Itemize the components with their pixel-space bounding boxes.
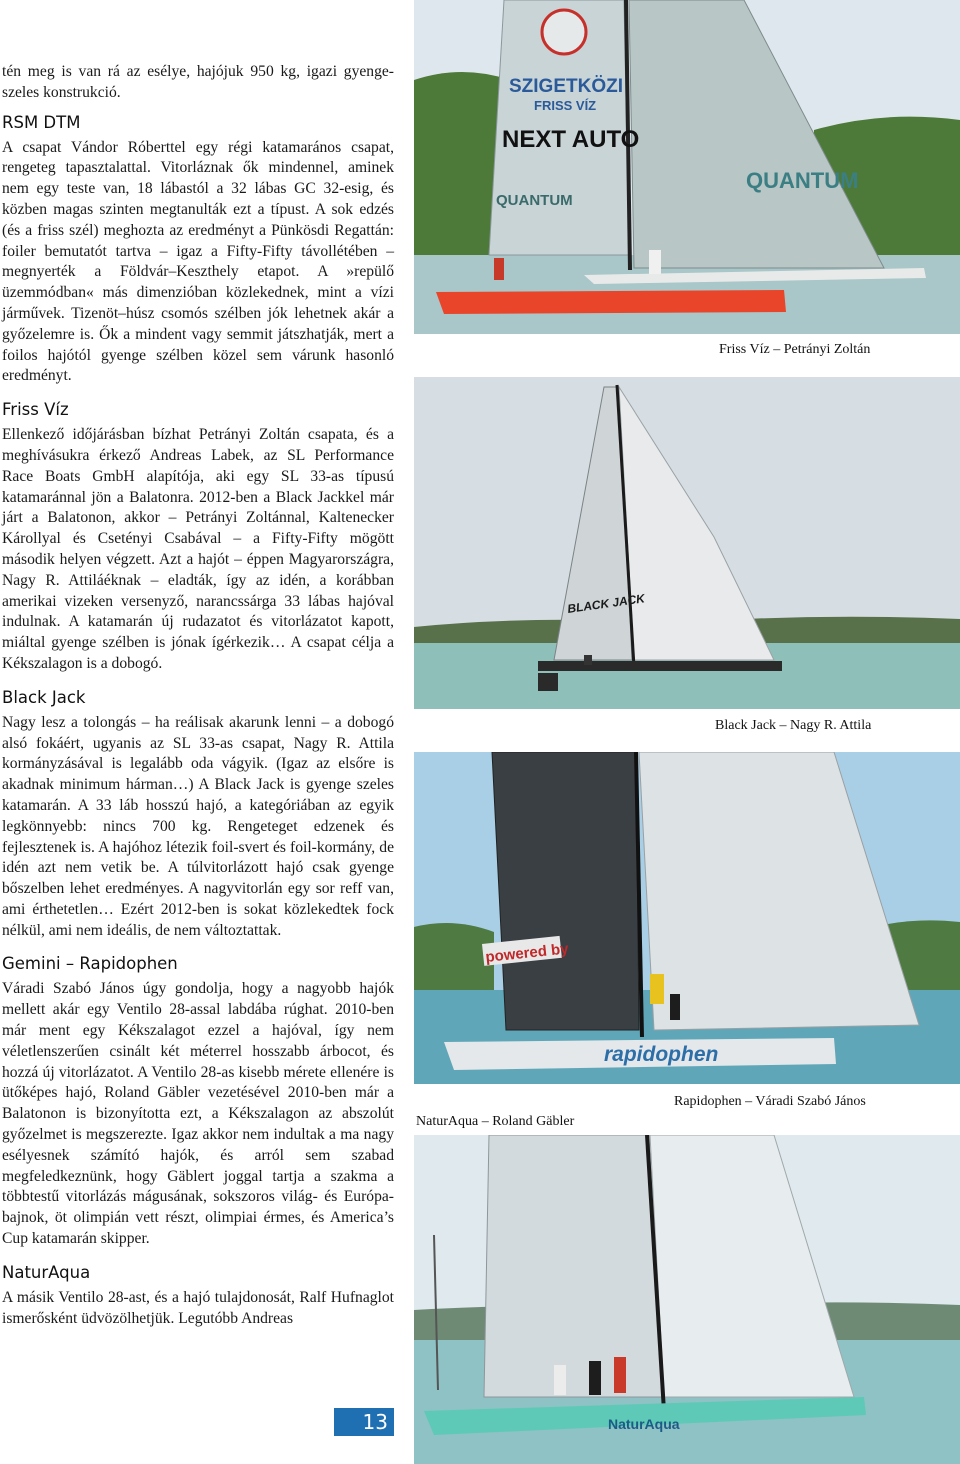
rapidophen-catamaran-image bbox=[414, 752, 960, 1084]
crew bbox=[494, 258, 504, 280]
caption-rapidophen: Rapidophen – Váradi Szabó János bbox=[674, 1094, 866, 1109]
sail-text-naturaqua: NaturAqua bbox=[608, 1416, 680, 1432]
paragraph-gemini-rapidophen: Váradi Szabó János úgy gondolja, hogy a nagyobb hajók mellett akár egy Ventilo 28-assal labdába rúghat. 2010-ben már ment egy Kékszalagot ezzel a hajóval, így nem véletlenszerűen csinált két méterrel hosszabb árbocot, és hozzá új vitorlázatot. A Ventilo 28-as kisebb mérete ellenére is ütőképes hajó, Roland Gäbler vezetésével 2010-ben már a Balatonon is bizonyította ezt, a Kékszalagon az abszolút győzelmet is megszerezte. Igaz akkor nem indultak a ma nagy esélyesnek számító hajók, és arról sem szabad megfeledkeznünk, hogy Gäblert joggal tartja a szakma a többtestű vitorlázás mágusának, sokszoros világ- és Európa-bajnok, öt olimpián vett részt, olimpiai érmes, és America’s Cup katamarán skipper. bbox=[2, 980, 394, 1248]
sail-text-szigetkozi: SZIGETKÖZI bbox=[509, 76, 623, 97]
crew bbox=[650, 974, 664, 1004]
friss-viz-catamaran-image bbox=[414, 0, 960, 334]
caption-friss-viz: Friss Víz – Petrányi Zoltán bbox=[719, 342, 871, 357]
sail-logo bbox=[542, 10, 586, 54]
paragraph-rsm-dtm: A csapat Vándor Róberttel egy régi katamarános csapat, rengeteg tapasztalattal. Vitorláznak ők mindennel, aminek nem egy teste van, 18 lábastól a 32 lábas GC 32-esig, és közben magas szinten megtanulták ezt a típust. A sok edzés (és a friss szél) meghozta az eredményt a Pünkösdi Regattán: foiler bemutatót tartva – igaz a Fifty-Fifty távollétében – megnyerték a Földvár–Keszthely etapot. A »repülő üzemmódban« más dimenzióban közlekednek, mint a vízi járművek. Tizenöt–húsz csomós szélben jók lehetnek akár a győzelemre is. Ők a mindent vagy semmit játszhatják, mert a foilos hajótól gyenge szélben közel sem várunk hasonló eredményt. bbox=[2, 138, 394, 385]
sail-text-powered-by: powered by bbox=[484, 940, 570, 966]
heading-gemini-rapidophen: Gemini – Rapidophen bbox=[2, 954, 178, 974]
intro-paragraph: tén meg is van rá az esélye, hajójuk 950 kg, igazi gyenge-szeles konstrukció. bbox=[2, 63, 394, 101]
crew bbox=[670, 994, 680, 1020]
sail-text-quantum-jib: QUANTUM bbox=[746, 168, 859, 193]
caption-naturaqua: NaturAqua – Roland Gäbler bbox=[416, 1114, 575, 1129]
crew bbox=[554, 1365, 566, 1395]
crew bbox=[584, 655, 592, 665]
photo-rapidophen bbox=[414, 752, 960, 1084]
hull-bow bbox=[538, 673, 558, 691]
sail-text-quantum-main: QUANTUM bbox=[496, 192, 573, 209]
trees bbox=[414, 923, 494, 992]
sail-text-next-auto: NEXT AUTO bbox=[502, 126, 640, 153]
page-number: 13 bbox=[334, 1408, 394, 1436]
heading-friss-viz: Friss Víz bbox=[2, 400, 69, 420]
crew bbox=[649, 250, 661, 274]
heading-rsm-dtm: RSM DTM bbox=[2, 112, 81, 132]
paragraph-friss-viz: Ellenkező időjárásban bízhat Petrányi Zoltán csapata, és a meghívásukra érkező Andreas Labek, az SL Performance Race Boats GmbH alapítója, aki egy SL 33-as típusú katamaránnal jön a Balatonra. 2012-ben a Black Jackkel már járt a Balatonon, akkor – Petrányi Zoltánnal, Kaltenecker Károllyal és Csetényi Csabával – a Fifty-Fifty mögött második helyen végzett. Azt a hajót – éppen Magyarországra, Nagy R. Attiláéknak – eladták, így az idén, a korábban amerikai vizeken versenyző, narancssárga 33 lábas hajóval indulnak. A katamarán új rudazatot és vitorlázatot kapott, miáltal gyenge szélben is jónak ígérkezik… A csapat célja a Kékszalagon is a dobogó. bbox=[2, 426, 394, 672]
caption-black-jack: Black Jack – Nagy R. Attila bbox=[715, 718, 872, 733]
black-jack-catamaran-image bbox=[414, 377, 960, 709]
photo-friss-viz bbox=[414, 0, 960, 334]
crew bbox=[614, 1357, 626, 1393]
naturaqua-catamaran-image bbox=[414, 1135, 960, 1464]
heading-naturaqua: NaturAqua bbox=[2, 1262, 91, 1282]
hull bbox=[538, 661, 782, 671]
sail-text-rapidophen: rapidophen bbox=[604, 1043, 719, 1066]
photo-naturaqua bbox=[414, 1135, 960, 1464]
paragraph-black-jack: Nagy lesz a tolongás – ha reálisak akarunk lenni – a dobogó alsó fokáért, ugyanis az SL 33-as csapat, Nagy R. Attila kormányzásával is legalább oda vágyik. (Igaz az elsőre is akadnak minimum hárman…) A Black Jack is gyenge szeles katamarán. A 33 láb hosszú hajó, a kategóriában az egyik legkönnyebb: nincs 700 kg. Rengeteget edzenek és fejlesztenek is. A hajóhoz létezik foil-svert és foil-kormány, de idén azt nem vetik be. A túlvitorlázott hajó csak gyenge bőszelben lehet eredményes. A nagyvitorlán egy sor reff van, ami érthetetlen… Ezért 2012-ben is sokat közlekedtek fock nélkül, ami nem ideális, de nem változtattak. bbox=[2, 713, 394, 939]
hull bbox=[436, 290, 786, 314]
photo-black-jack bbox=[414, 377, 960, 709]
paragraph-naturaqua: A másik Ventilo 28-ast, és a hajó tulajdonosát, Ralf Hufnaglot ismerősként üdvözölhetjük. Legutóbb Andreas bbox=[2, 1288, 394, 1327]
sail-text-black-jack: BLACK JACK bbox=[566, 591, 646, 616]
sail-text-friss-viz: FRISS VÍZ bbox=[534, 98, 597, 113]
heading-black-jack: Black Jack bbox=[2, 687, 86, 707]
mainsail bbox=[492, 752, 639, 1030]
article-column bbox=[2, 62, 394, 1329]
crew bbox=[589, 1361, 601, 1395]
mainsail bbox=[484, 1135, 662, 1397]
